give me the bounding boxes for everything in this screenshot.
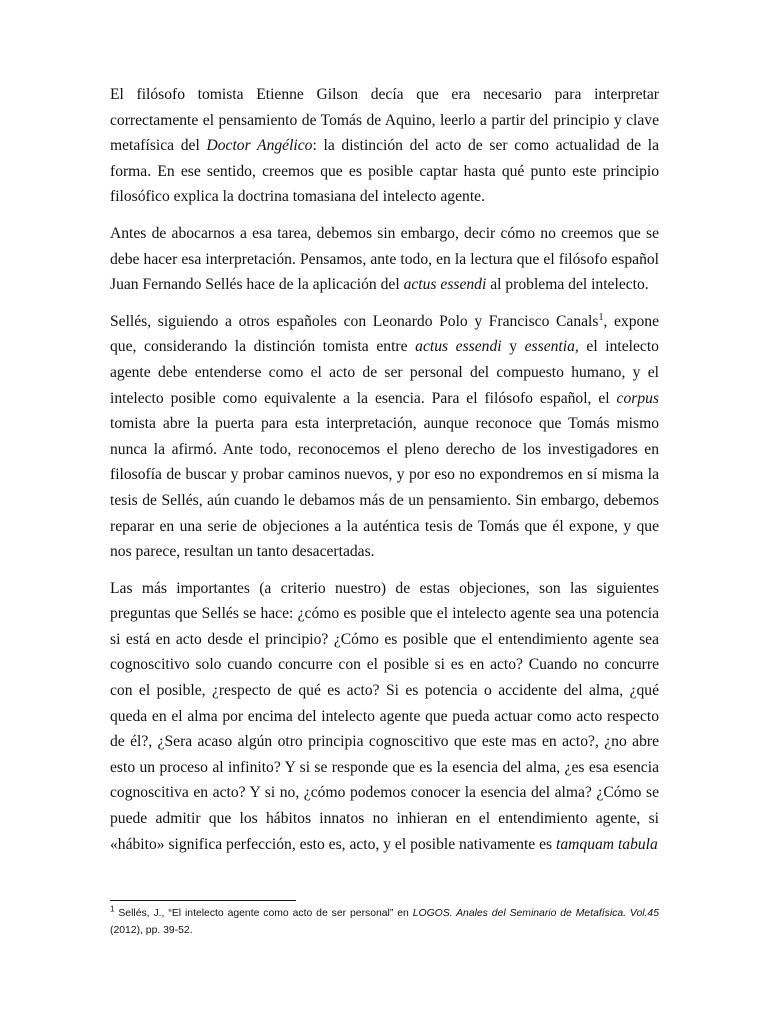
footnote-ref: 1 xyxy=(598,311,604,323)
italic-term: LOGOS. Anales del Seminario de Metafísica. Vol.45 xyxy=(412,908,659,919)
paragraph xyxy=(110,309,659,565)
text-run: el intelecto agente debe entenderse como el acto de ser personal del compuesto humano, y el intelecto posible como equivalente a la esencia. Para el filósofo español, el xyxy=(110,338,659,407)
text-run: , expone que, considerando la distinción tomista entre xyxy=(110,312,660,356)
paragraph xyxy=(110,82,659,210)
text-run: Antes de abocarnos a esa tarea, debemos sin embargo, decir cómo no creemos que se debe hacer esa interpretación. Pensamos, ante todo, en la lectura que el filósofo español Juan Fernando Sellés hace de la aplicación del xyxy=(110,224,659,294)
text-run: Sellés, J., “El intelecto agente como acto de ser personal” en xyxy=(114,908,413,919)
italic-term: actus essendi xyxy=(403,276,487,294)
text-run: : la distinción del acto de ser como actualidad de la forma. En ese sentido, creemos que es posible captar hasta qué punto este principio filosófico explica la doctrina tomasiana del intelecto agente. xyxy=(110,137,659,206)
text-run: y xyxy=(501,338,525,356)
italic-term: corpus xyxy=(616,389,659,407)
text-run: Las más importantes (a criterio nuestro) de estas objeciones, son las siguientes preguntas que Sellés se hace: ¿cómo es posible que el intelecto agente sea una potencia si está en acto desde el principio? ¿Cómo es posible que el entendimiento agente sea cognoscitivo solo cuando concurre con el posible si es en acto? Cuando no concurre con el posible, ¿respecto de qué es acto? Si es potencia o accidente del alma, ¿qué queda en el alma por encima del intelecto agente que pueda actuar como acto respecto de él?, ¿Sera acaso algún otro principia cognoscitivo que este mas en acto?, ¿no abre esto un proceso al infinito? Y si se responde que es la esencia del alma, ¿es esa esencia cognoscitiva en acto? Y si no, ¿cómo podemos conocer la esencia del alma? ¿Cómo se puede admitir que los hábitos innatos no inhieran en el entendimiento agente, si «hábito» significa perfección, esto es, acto, y el posible nativamente es xyxy=(110,579,659,853)
paragraph xyxy=(110,576,659,858)
text-run: Sellés, siguiendo a otros españoles con Leonardo Polo y Francisco Canals xyxy=(110,312,599,330)
footnote-separator xyxy=(110,900,296,901)
italic-term: Doctor Angélico xyxy=(206,137,313,155)
footnote-ref: 1 xyxy=(110,904,115,914)
italic-term: tamquam tabula xyxy=(556,835,658,853)
text-run: (2012), pp. 39-52. xyxy=(110,924,193,936)
text-run: tomista abre la puerta para esta interpretación, aunque reconoce que Tomás mismo nunca la afirmó. Ante todo, reconocemos el pleno derecho de los investigadores en filosofía de buscar y probar caminos nuevos, y por eso no expondremos en sí misma la tesis de Sellés, aún cuando le debamos más de un pensamiento. Sin embargo, debemos reparar en una serie de objeciones a la auténtica tesis de Tomás que él expone, y que nos parece, resultan un tanto desacertadas. xyxy=(110,415,659,561)
paragraph xyxy=(110,221,659,298)
italic-term: actus essendi xyxy=(415,338,502,356)
text-run: al problema del intelecto. xyxy=(486,276,649,294)
italic-term: essentia, xyxy=(524,338,579,356)
text-run: El filósofo tomista Etienne Gilson decía que era necesario para interpretar correctamente el pensamiento de Tomás de Aquino, leerlo a partir del principio y clave metafísica del xyxy=(110,86,659,155)
footnote xyxy=(110,906,659,939)
body-text xyxy=(110,82,659,868)
